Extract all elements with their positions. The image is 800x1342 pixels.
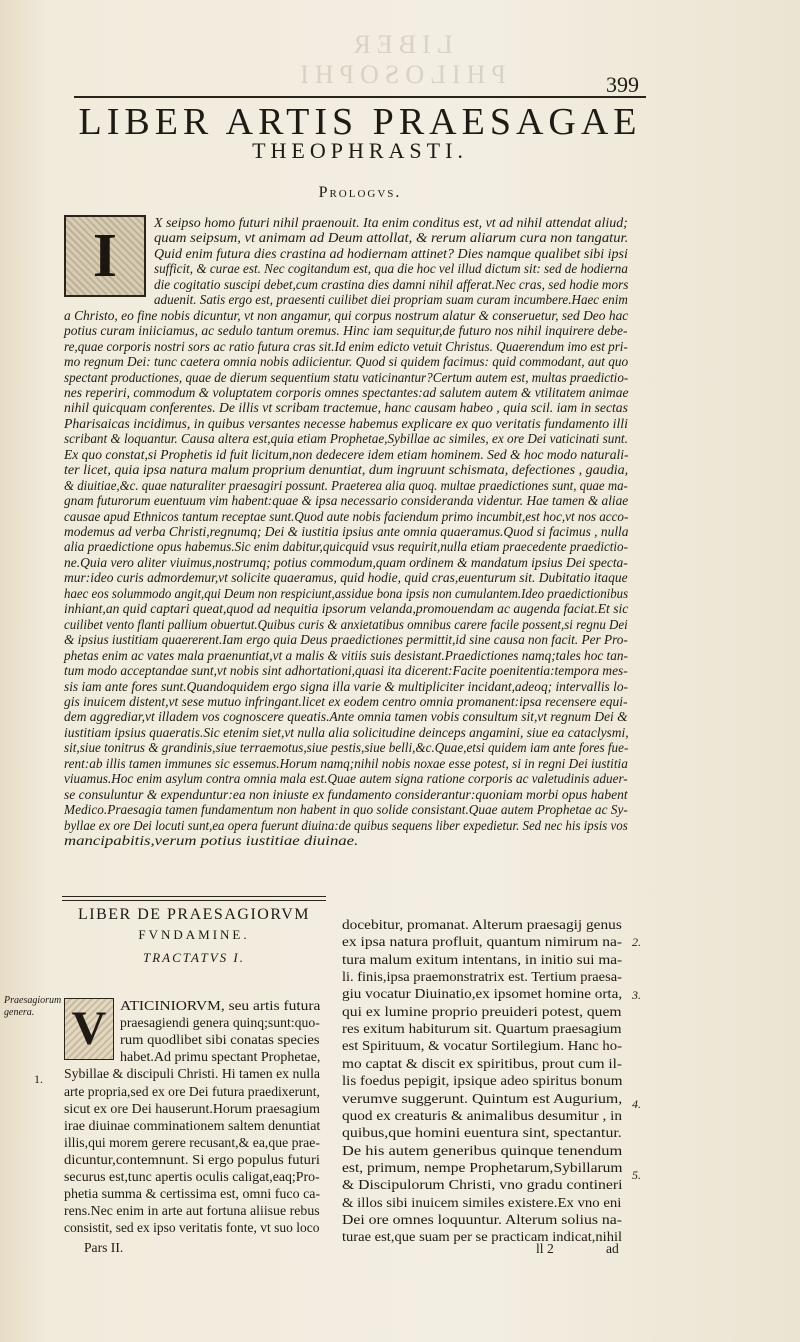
prologue-line: alia praedictione opus habemus.Sic enim dabitur,quicquid vsus requirit,nulla etiam praecedente praedictio- [64, 539, 628, 555]
prologue-line: cuilibet vento flanti pallium obuertut.Quibus curis & anxietatibus omnibus carere facile possent,si regnu Dei [64, 616, 628, 632]
prologue-line: & diuitiae,&c. quae naturaliter praesagiri possunt. Praeterea alia quoq. multae praedictiones sunt, quae ma- [64, 477, 628, 493]
dropcap-letter: I [92, 222, 118, 290]
prologue-line: mur:ideo curis admordemur,vt solicite quaeramus, quid hodie, quid cras,euenturum sit. Dubitatio itaque [64, 570, 628, 586]
prologue-line: die cogitatio suscipi debet,cum crastina dies damni nihil afferat.Nec cras, sed hodie mors [154, 276, 629, 292]
section-rule-2 [62, 900, 326, 901]
prologue-line: gis inuicem distent,vt sese mutuo infringant.licet ex eodem centro omnia promanent:ipsa recensere equi- [64, 693, 628, 709]
margin-note: Praesagiorum genera. [4, 995, 62, 1018]
prologue-line: ne.Quia vero aliter viuimus,nostrumq; potius commodum,quam ordinem & mandatum ipsius Dei specta- [64, 554, 628, 570]
left-column-line: arte propria,sed ex ore Dei futura praedixerunt, [64, 1083, 320, 1099]
tract-heading: TRACTATVS I. [142, 950, 245, 965]
dropcap-ornament [64, 215, 146, 297]
top-rule [74, 96, 646, 98]
footer-part: Pars II. [84, 1240, 124, 1255]
margin-number: 3. [632, 988, 641, 1002]
margin-number: 1. [34, 1072, 43, 1086]
left-column-line: praesagiendi genera quinq;sunt:quo- [120, 1015, 320, 1031]
left-column-line: rens.Nec enim in arte aut fortuna aliisue rebus [64, 1203, 320, 1219]
right-column-line: qui ex lumine proprio preuideri potest, quem [342, 1003, 622, 1019]
prologue-line: potius curam iniiciamus, ac sedulo tantum oremus. Hinc iam sequitur,de futuro nos nihil inquirere debe- [64, 323, 628, 339]
left-column-line: rum quodlibet sibi conatas species [120, 1032, 320, 1048]
prologue-line: X seipso homo futuri nihil praenouit. Ita enim conditus est, vt ad nihil attendat aliud; [154, 215, 628, 230]
section-subheading: FVNDAMINE. [138, 927, 250, 942]
signature-mark: ll 2 [536, 1241, 554, 1256]
right-column-line: & Discipulorum Christi, vno gradu contineri [342, 1177, 623, 1193]
page-title: LIBER ARTIS PRAESAGAE [78, 101, 642, 143]
prologue-line: scribant & loquantur. Causa altera est,quia etiam Prophetae,Sybillae ac similes, ex ore Dei vaticinati sunt. [64, 431, 628, 447]
prologue-line: haec eos solummodo angit,qui Deum non respiciunt,assidue bona ipsis non cumulantem.Ideo praedictionibus [64, 585, 629, 601]
prologue-line: gnam futurorum euentuum vim habent:quae & ipsa necessario consideranda videntur. Hae tamen & aliae [64, 493, 629, 509]
left-column-line: dicuntur,contemnunt. Si ergo populus futuri [64, 1151, 320, 1167]
prologue-line: byllae ex ore Dei locuti sunt,ea opera fuerunt diuina:de quibus sequens liber expedietur. Sed nec his ipsis vos [64, 817, 628, 833]
dropcap-letter-2: V [71, 1002, 107, 1055]
prologue-line: iustitiam ipsius quaeratis.Sic etenim siet,vt nulla alia solicitudine deinceps angamini, siue ea cataclysmi, [64, 724, 629, 740]
section-rule [62, 896, 326, 897]
prologue-line: ter licet, quia ipsa natura malum proprium denuntiat, dum ingruunt schismata, defectiones , gaudia, [64, 462, 629, 478]
right-column-line: turae est,que suam per se practicam indicat,nihil [342, 1229, 623, 1245]
margin-number: 4. [632, 1097, 641, 1111]
prologue-line: se consuluntur & expenduntur:ea non iniuste ex fundamento considerantur:quoniam morbi opus habent [64, 786, 628, 802]
prologue-line: sufficit, & curae est. Nec cogitandum est, qua die hoc vel illud dictum sit: sed de hodierna [154, 261, 628, 277]
prologue-line: dem aggrediar,vt illadem vos cognoscere queatis.Ante omnia tamen vobis consultum sit,vt regnum Dei & [64, 709, 628, 725]
prologue-line: Quid enim futura dies crastina ad hodiernam attinet? Dies namque qualibet sibi ipsi [154, 245, 628, 261]
prologue-line: Pharisaicas incidimus, in quibus versantes necesse habemus explicare ex quo veritatis fundamento illi [64, 415, 628, 431]
prologue-line: a Christo, eo fine nobis dicuntur, vt non angamur, qui corpus nostrum alatur & conseruetur, sed Deo hac [64, 307, 629, 323]
right-column-line: res exitum habiturum sit. Quartum praesagium [342, 1021, 622, 1037]
left-column-line: illis,qui morem gerere recusant,& ea,que prae- [64, 1134, 320, 1150]
right-column-line: li. finis,ipsa praemonstratrix est. Tertium praesa- [342, 969, 622, 985]
right-column-line: est Spirituum, & vocatur Sortilegium. Hanc ho- [342, 1038, 622, 1054]
left-column-line: ATICINIORVM, seu artis futura [120, 998, 321, 1013]
margin-number: 2. [632, 935, 641, 949]
catchword: ad [606, 1241, 619, 1256]
right-column-line: tura malum exitum intentans, in initio sui ma- [342, 951, 623, 967]
prologue-line: quam seipsum, vt animam ad Deum attollat, & rerum aliarum cura non tangatur. [154, 230, 629, 246]
prologue-line: mancipabitis,verum potius iustitiae diuinae. [64, 833, 359, 848]
prologue-line: spectant productiones, quae de dierum sequentium statu vaticinantur?Certum autem est, multas praedictio- [64, 369, 629, 385]
left-column-line: irae diuinae comminationem saltem denuntiat [64, 1117, 321, 1133]
right-column-line: quod ex creaturis & animalibus desumitur , in [342, 1107, 623, 1123]
prologue-line: & ipsius iustitiam quaererent.Iam ergo quia Deus praedictiones permittit,id sine causa non facit. Per Pro- [64, 632, 628, 648]
right-column-line: Dei ore omnes loquuntur. Alterum solius na- [342, 1211, 623, 1227]
left-column-line: consistit, sed ex ipso veritatis fonte, vt suo loco [64, 1220, 320, 1236]
prologue-line: sit,siue tonitrus & grandinis,siue terraemotus,siue pestis,siue belli,&c.Quae,etsi quidem iam ante fores fue- [64, 740, 629, 756]
right-column-line: mo captat & discit ex spiritibus, prout cum il- [342, 1055, 623, 1071]
bleed-through-text: LIBER PHILOSOPHI [294, 30, 506, 89]
left-column-line: sicut ex ore Dei hauserunt.Horum praesagium [64, 1100, 320, 1116]
left-column-line: securus est,tunc apertis oculis caligat,eaq;Pro- [64, 1169, 320, 1184]
prologue-line: Ex quo constat,si Prophetis id fuit licitum,non dedecere idem etiam hominem. Sed & hoc modo naturali- [64, 446, 629, 462]
right-column-line: docebitur, promanat. Alterum praesagij genus [342, 917, 622, 932]
prologue-heading: Prologvs. [318, 184, 402, 201]
prologue-line: Medico.Praesagia tamen fundamentum non habent in quo solide consistant.Quae autem Prophetae ac Sy- [64, 802, 628, 818]
prologue-line: tum modo acceptandae sunt,vt nobis sint adhortationi,quasi ita dicerent:Facite poenitentia:tempora mes- [64, 663, 628, 679]
right-column-line: ex ipsa natura profluit, quantum nimirum na- [342, 934, 623, 950]
prologue-line: nes reperiri, commodum & voluptatem corporis omnes spectantes:ad salutem autem & vtilitatem animae [64, 384, 629, 400]
prologue-line: re,quae corporis nostri sors ac ratio futura cras sit.Id enim edicto vetuit Christus. Quaerendum imo est pri- [64, 338, 628, 354]
left-column-line: phetia summa & certissima est, omni fuco ca- [64, 1186, 321, 1202]
prologue-line: causae apud Ethnicos tantum receptae sunt.Quod aute nobis faciendum primo incumbit,est hoc,vt nos acco- [64, 508, 629, 524]
left-column-line: Sybillae & discipuli Christi. Hi tamen ex nulla [64, 1066, 321, 1082]
prologue-line: nihil quicquam conferentes. De illis vt scribam tractemue, hanc causam habeo , quia scil. iam in sectas [64, 400, 628, 416]
right-column-line: lis foedus pepigit, ipsique adeo spiritus bonum [342, 1073, 623, 1089]
prologue-line: sis iam ante fores sunt.Quandoquidem ergo signa illa varie & multipliciter incidant,adeoq; intervallis lo- [64, 678, 628, 694]
right-column-line: De his autem generibus quinque tenendum [342, 1142, 623, 1158]
right-column-line: verumve suggerunt. Quintum est Augurium, [342, 1090, 623, 1106]
prologue-line: viuamus.Hoc enim asylum contra omnia mala est.Quae autem signa ratione corporis ac valetudinis aduer- [64, 771, 628, 787]
page-subtitle: THEOPHRASTI. [252, 138, 468, 163]
margin-number: 5. [632, 1168, 641, 1182]
left-column-line: habet.Ad primu spectant Prophetae, [120, 1049, 321, 1065]
prologue-line: phetas enim ac vates mala praenuntiat,vt a malis & vitiis suis desistant.Praedictiones namq;tales hoc tan- [64, 647, 628, 663]
right-column-line: giu vocatur Diuinatio,ex ipsomet homine orta, [342, 986, 623, 1002]
prologue-line: aduenit. Satis ergo est, praesenti cuilibet diei propriam suam curam incumbere.Haec enim [154, 292, 628, 308]
right-column-line: & illos sibi inuicem similes existere.Ex vno eni [342, 1194, 622, 1210]
prologue-line: inhiant,an quid captari queat,quod ad nequitia ipsorum velanda,promouendam ac augenda faciat.Et sic [64, 601, 629, 617]
right-column-line: est, primum, nempe Prophetarum,Sybillarum [342, 1159, 623, 1175]
page-number: 399 [606, 72, 639, 97]
prologue-line: mo regnum Dei: tunc caetera omnia nobis adiicientur. Quod si quidem facimus: quid commodant, aut quo [64, 354, 629, 370]
dropcap-ornament-2 [64, 998, 114, 1060]
section-heading: LIBER DE PRAESAGIORVM [77, 906, 310, 923]
right-column-line: quibus,que homini euentura sint, spectantur. [342, 1125, 622, 1141]
prologue-line: modemus ad verba Christi,regnumq; Dei & iustitia ipsius ante omnia quaeramus.Quod si facimus , nulla [64, 524, 629, 539]
prologue-line: rent:ab illis tamen immunes sic essemus.Horum namq;nihil nobis noxae esse potest, si in regni Dei iustitia [64, 755, 628, 771]
